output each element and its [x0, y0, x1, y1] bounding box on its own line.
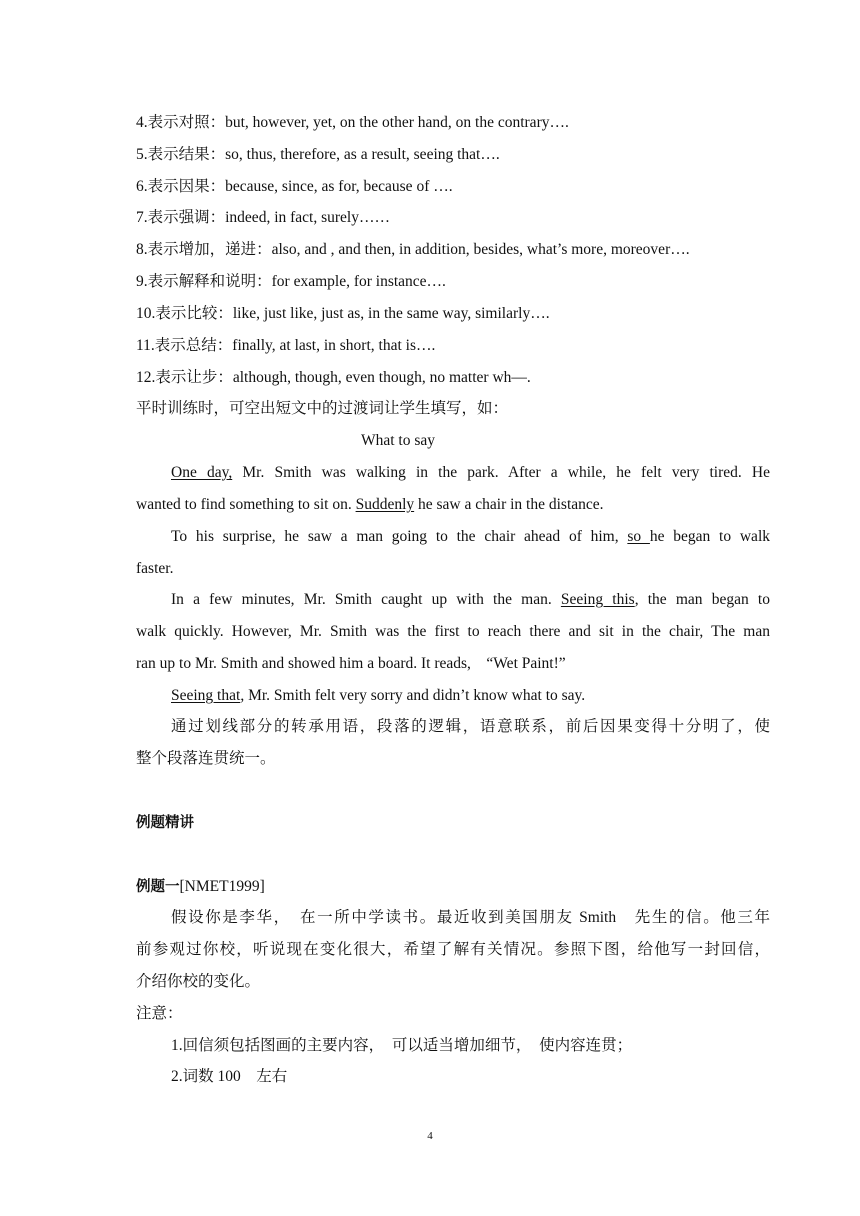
example-line: 前参观过你校，听说现在变化很大，希望了解有关情况。参照下图，给他写一封回信， — [136, 941, 770, 958]
summary-line: 通过划线部分的转承用语，段落的逻辑，语意联系，前后因果变得十分明了，使 — [171, 718, 770, 735]
list-item: 9.表示解释和说明：for example, for instance…. — [136, 273, 446, 290]
passage-title: What to say — [360, 432, 436, 449]
passage-line: walk quickly. However, Mr. Smith was the first to reach there and sit in the chair, The man — [136, 623, 770, 640]
intro-text: 平时训练时，可空出短文中的过渡词让学生填写，如： — [136, 400, 509, 417]
transition-word: One day, — [171, 464, 233, 481]
example-source: [NMET1999] — [179, 878, 265, 895]
list-item: 4.表示对照：but, however, yet, on the other hand, on the contrary…. — [136, 114, 569, 131]
list-item: 12.表示让步：although, though, even though, no matter wh—. — [136, 369, 531, 386]
transition-word: Suddenly — [355, 496, 415, 513]
list-item: 11.表示总结：finally, at last, in short, that is…. — [136, 337, 436, 354]
example-line: 介绍你校的变化。 — [136, 973, 261, 990]
passage-line: ran up to Mr. Smith and showed him a board. It reads, “Wet Paint!” — [136, 655, 566, 672]
passage-line: To his surprise, he saw a man going to the chair ahead of him, so he began to walk — [171, 528, 770, 545]
passage-line: wanted to find something to sit on. Suddenly he saw a chair in the distance. — [136, 496, 604, 513]
example-line: 假设你是李华， 在一所中学读书。最近收到美国朋友 Smith 先生的信。他三年 — [171, 909, 770, 926]
passage-line: faster. — [136, 560, 174, 577]
list-item: 8.表示增加，递进：also, and , and then, in addition, besides, what’s more, moreover…. — [136, 241, 690, 258]
list-item: 7.表示强调：indeed, in fact, surely…… — [136, 209, 390, 226]
note-item: 1.回信须包括图画的主要内容， 可以适当增加细节， 使内容连贯； — [171, 1037, 633, 1054]
passage-line: One day, Mr. Smith was walking in the park. After a while, he felt very tired. He — [171, 464, 770, 481]
transition-word: Seeing this — [560, 591, 635, 608]
summary-line: 整个段落连贯统一。 — [136, 750, 276, 767]
page-number: 4 — [427, 1130, 433, 1142]
section-heading: 例题精讲 — [136, 815, 194, 831]
note-item: 2.词数 100 左右 — [171, 1068, 288, 1085]
transition-word: Seeing that — [171, 687, 241, 704]
list-item: 6.表示因果：because, since, as for, because of …. — [136, 178, 453, 195]
passage-line: In a few minutes, Mr. Smith caught up with the man. Seeing this, the man began to — [171, 591, 770, 608]
example-label: 例题一 — [136, 879, 180, 895]
transition-word: so — [627, 528, 650, 545]
example-heading — [136, 877, 770, 897]
list-item: 5.表示结果：so, thus, therefore, as a result, seeing that…. — [136, 146, 500, 163]
notes-label: 注意： — [136, 1005, 183, 1022]
list-item: 10.表示比较：like, just like, just as, in the same way, similarly…. — [136, 305, 550, 322]
passage-line: Seeing that, Mr. Smith felt very sorry and didn’t know what to say. — [171, 687, 586, 704]
